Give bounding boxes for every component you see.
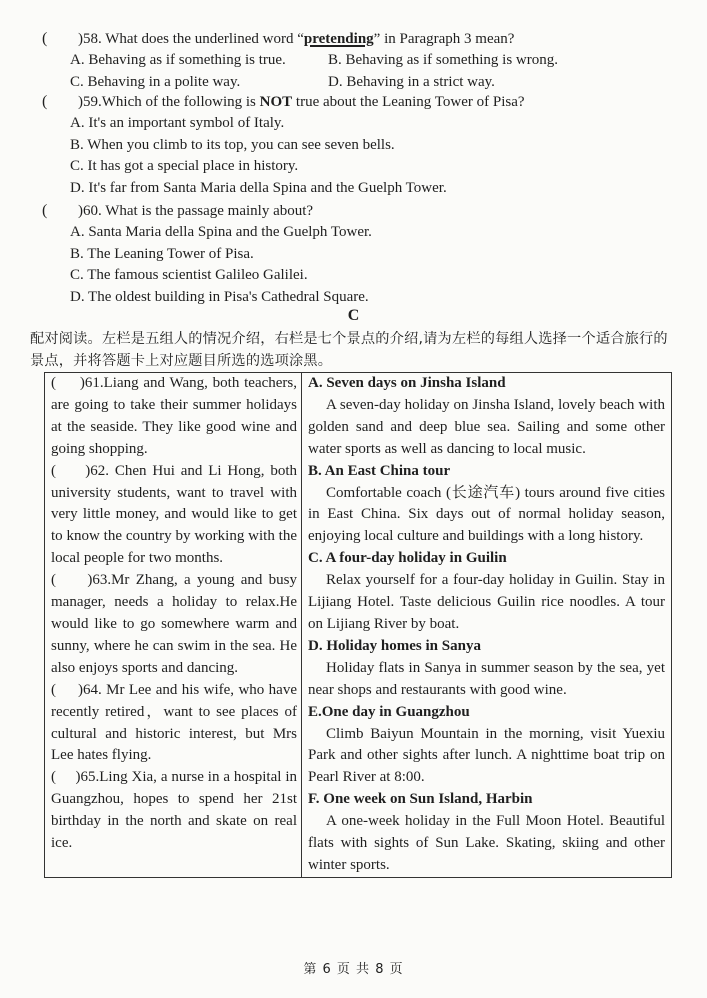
place-item-a [302,373,671,461]
option-row [42,178,682,200]
question-60 [42,200,682,308]
question-stem-end: true about the Leaning Tower of Pisa? [292,94,525,110]
question-58 [42,28,682,93]
place-title: E.One day in Guangzhou [308,703,470,720]
place-item-f [302,789,671,877]
question-59 [42,91,682,199]
option-c[interactable]: C. It has got a special place in history. [70,158,299,174]
people-column [45,373,302,878]
option-row [42,135,682,157]
option-b[interactable]: B. When you climb to its top, you can see seven bells. [70,136,395,153]
place-description: Relax yourself for a four-day holiday in Guilin. Stay in Lijiang Hotel. Taste delicious Guilin rice noodles. A tour on Lijiang River by boat. [308,572,665,632]
option-a[interactable]: A. It's an important symbol of Italy. [70,115,285,131]
option-row [42,156,682,178]
place-title: D. Holiday homes in Sanya [308,637,481,654]
place-title: F. One week on Sun Island, Harbin [308,791,533,808]
matching-table [44,372,672,878]
question-stem: )60. What is the passage mainly about? [78,203,314,219]
page-number: 第 6 页 共 8 页 [303,962,404,977]
place-item-d [302,636,671,702]
person-item-62[interactable]: ( )62. Chen Hui and Li Hong, both university students, want to travel with very little money, and would like to get to know the country by working with the local people for two months. [51,462,297,567]
option-d[interactable]: D. It's far from Santa Maria della Spina and the Guelph Tower. [70,179,447,196]
place-description: A one-week holiday in the Full Moon Hotel. Beautiful flats with sights of Sun Lake. Skating, skiing and other winter sports. [308,813,665,873]
option-b[interactable]: B. The Leaning Tower of Pisa. [70,245,254,262]
option-row [42,265,682,287]
option-row [42,244,682,266]
place-item-b [302,461,671,549]
section-instruction: 配对阅读。左栏是五组人的情况介绍，右栏是七个景点的介绍,请为左栏的每组人选择一个适合旅行的景点，并将答题卡上对应题目所选的选项涂黑。 [30,331,668,369]
option-c[interactable]: C. The famous scientist Galileo Galilei. [70,267,308,283]
place-description: Holiday flats in Sanya in summer season by the sea, yet near shops and restaurants with good wine. [308,659,665,698]
person-item-63[interactable]: ( )63.Mr Zhang, a young and busy manager, needs a holiday to relax.He would like to go somewhere warm and sunny, where he can swim in the sea. He also enjoys sports and dancing. [51,572,297,676]
question-stem-end: ” in Paragraph 3 mean? [373,31,515,47]
option-row [42,50,682,72]
answer-bracket[interactable]: ( [42,93,48,110]
option-row [42,113,682,135]
place-title: B. An East China tour [308,462,451,479]
place-description: Comfortable coach (长途汽车) tours around five cities in East China. Six days out of normal holiday season, enjoying local culture and buildings with a long history. [308,484,665,545]
person-item-65[interactable]: ( )65.Ling Xia, a nurse in a hospital in Guangzhou, hopes to spend her 21st birthday in the north and skate on real ice. [51,769,297,852]
place-description: A seven-day holiday on Jinsha Island, lovely beach with golden sand and deep blue sea. Sailing and some other water sports as well as dancing to local music. [308,396,665,457]
place-item-c [302,548,671,636]
place-item-e [302,702,671,790]
answer-bracket[interactable]: ( [42,30,48,47]
person-item-61[interactable]: ( )61.Liang and Wang, both teachers, are going to take their summer holidays at the seaside. They like good wine and going shopping. [51,375,297,457]
option-row [42,72,682,94]
question-stem: )58. What does the underlined word “ [78,31,304,47]
question-stem: )59.Which of the following is [78,94,260,110]
option-d[interactable]: D. The oldest building in Pisa's Cathedral Square. [70,288,369,305]
option-a[interactable]: A. Behaving as if something is true. [70,52,286,68]
option-a[interactable]: A. Santa Maria della Spina and the Guelph Tower. [70,224,372,240]
answer-bracket[interactable]: ( [42,202,48,219]
option-row [42,222,682,244]
option-d[interactable]: D. Behaving in a strict way. [328,73,495,90]
place-description: Climb Baiyun Mountain in the morning, visit Yuexiu Park and other sights after lunch. A nighttime boat trip on Pearl River at 8:00. [308,725,665,786]
places-column [302,373,672,878]
place-title: A. Seven days on Jinsha Island [308,375,506,391]
underlined-word: pretending [303,31,374,47]
option-c[interactable]: C. Behaving in a polite way. [70,73,241,90]
place-title: C. A four-day holiday in Guilin [308,550,507,567]
option-row [42,287,682,309]
person-item-64[interactable]: ( )64. Mr Lee and his wife, who have recently retired，want to see places of cultural and historic interest, but Mrs Lee hates flying. [51,681,297,764]
emphasis-word: NOT [259,94,293,110]
section-heading: C [347,307,360,324]
option-b[interactable]: B. Behaving as if something is wrong. [328,52,558,68]
